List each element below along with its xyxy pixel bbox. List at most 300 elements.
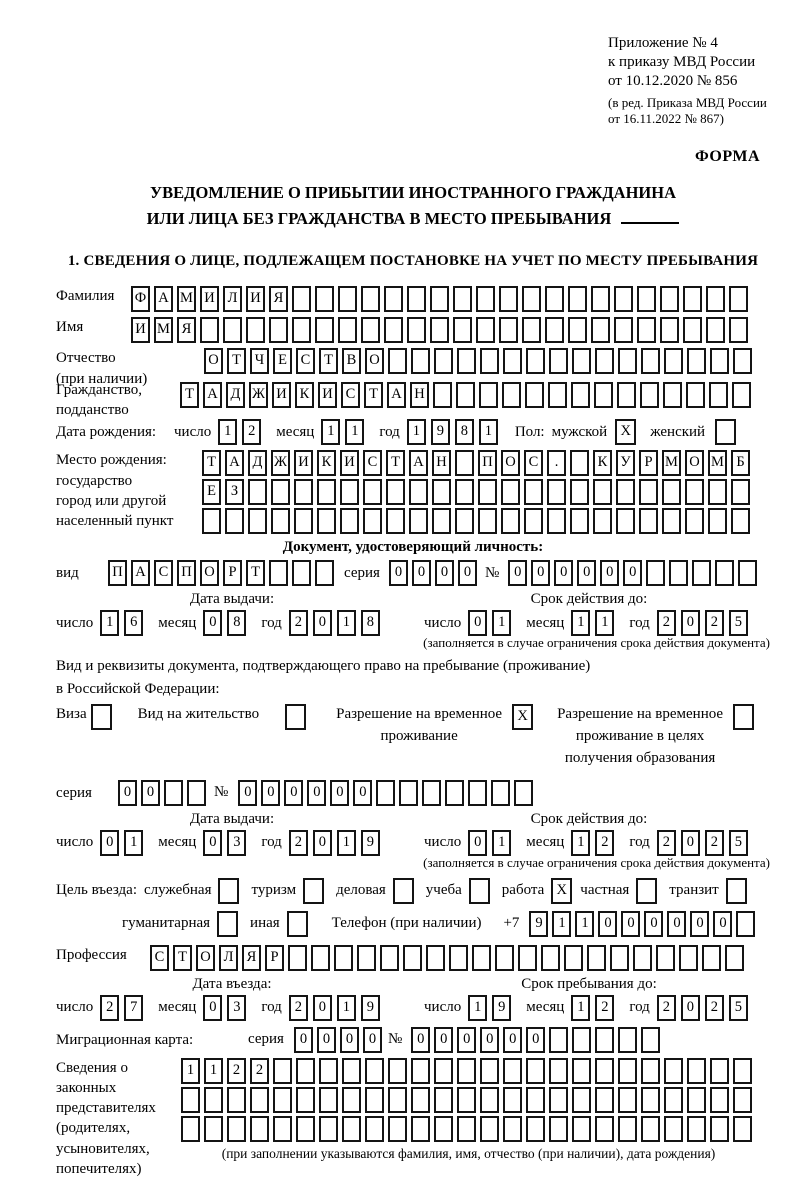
char-cell[interactable] — [248, 508, 267, 534]
char-cell[interactable] — [548, 382, 567, 408]
char-cell[interactable] — [434, 1116, 453, 1142]
char-cell[interactable] — [248, 479, 267, 505]
char-cell[interactable]: 0 — [434, 1027, 453, 1053]
char-cell[interactable]: Т — [364, 382, 383, 408]
char-cell[interactable] — [342, 1116, 361, 1142]
char-cell[interactable] — [499, 317, 518, 343]
char-cell[interactable] — [338, 317, 357, 343]
char-cell[interactable]: 6 — [124, 610, 143, 636]
char-cell[interactable]: О — [365, 348, 384, 374]
char-cell[interactable]: 1 — [492, 610, 511, 636]
char-cell[interactable] — [710, 348, 729, 374]
char-cell[interactable]: 0 — [238, 780, 257, 806]
char-cell[interactable] — [549, 348, 568, 374]
char-cell[interactable]: 0 — [203, 610, 222, 636]
char-cell[interactable]: Д — [226, 382, 245, 408]
char-cell[interactable]: 0 — [503, 1027, 522, 1053]
char-cell[interactable] — [549, 1058, 568, 1084]
char-cell[interactable]: 1 — [552, 911, 571, 937]
char-cell[interactable]: 1 — [407, 419, 426, 445]
char-cell[interactable] — [388, 348, 407, 374]
char-cell[interactable] — [710, 1087, 729, 1113]
char-cell[interactable]: Л — [223, 286, 242, 312]
purpose-humanitarian-checkbox[interactable] — [217, 911, 238, 937]
char-cell[interactable]: 0 — [457, 1027, 476, 1053]
char-cell[interactable]: 0 — [435, 560, 454, 586]
char-cell[interactable] — [491, 780, 510, 806]
char-cell[interactable] — [476, 317, 495, 343]
char-cell[interactable]: 0 — [577, 560, 596, 586]
purpose-business-checkbox[interactable] — [393, 878, 414, 904]
char-cell[interactable] — [273, 1087, 292, 1113]
char-cell[interactable] — [453, 286, 472, 312]
char-cell[interactable] — [411, 1116, 430, 1142]
char-cell[interactable] — [549, 1116, 568, 1142]
char-cell[interactable] — [618, 348, 637, 374]
char-cell[interactable] — [480, 348, 499, 374]
char-cell[interactable]: Ф — [131, 286, 150, 312]
char-cell[interactable] — [660, 286, 679, 312]
char-cell[interactable] — [572, 1116, 591, 1142]
char-cell[interactable]: 0 — [330, 780, 349, 806]
char-cell[interactable] — [706, 286, 725, 312]
char-cell[interactable] — [570, 479, 589, 505]
char-cell[interactable] — [432, 479, 451, 505]
char-cell[interactable]: 1 — [181, 1058, 200, 1084]
char-cell[interactable]: Д — [248, 450, 267, 476]
char-cell[interactable]: 0 — [690, 911, 709, 937]
char-cell[interactable] — [616, 508, 635, 534]
char-cell[interactable]: 9 — [361, 995, 380, 1021]
char-cell[interactable] — [455, 479, 474, 505]
char-cell[interactable]: 1 — [337, 995, 356, 1021]
char-cell[interactable]: 0 — [118, 780, 137, 806]
char-cell[interactable]: 0 — [203, 830, 222, 856]
char-cell[interactable] — [633, 945, 652, 971]
char-cell[interactable]: 0 — [261, 780, 280, 806]
char-cell[interactable] — [495, 945, 514, 971]
char-cell[interactable]: С — [363, 450, 382, 476]
char-cell[interactable]: 2 — [657, 830, 676, 856]
char-cell[interactable]: М — [662, 450, 681, 476]
char-cell[interactable] — [164, 780, 183, 806]
char-cell[interactable] — [731, 479, 750, 505]
char-cell[interactable]: 1 — [468, 995, 487, 1021]
char-cell[interactable]: 0 — [340, 1027, 359, 1053]
char-cell[interactable] — [733, 1058, 752, 1084]
char-cell[interactable] — [457, 1058, 476, 1084]
char-cell[interactable]: Е — [273, 348, 292, 374]
char-cell[interactable] — [478, 479, 497, 505]
char-cell[interactable] — [342, 1058, 361, 1084]
char-cell[interactable] — [618, 1087, 637, 1113]
char-cell[interactable]: О — [200, 560, 219, 586]
char-cell[interactable] — [227, 1087, 246, 1113]
char-cell[interactable] — [317, 479, 336, 505]
char-cell[interactable]: 1 — [218, 419, 237, 445]
char-cell[interactable]: Т — [202, 450, 221, 476]
char-cell[interactable] — [271, 479, 290, 505]
char-cell[interactable] — [706, 317, 725, 343]
char-cell[interactable]: 0 — [526, 1027, 545, 1053]
char-cell[interactable] — [269, 317, 288, 343]
char-cell[interactable] — [639, 508, 658, 534]
char-cell[interactable] — [480, 1087, 499, 1113]
char-cell[interactable] — [357, 945, 376, 971]
char-cell[interactable]: 8 — [455, 419, 474, 445]
char-cell[interactable]: 0 — [600, 560, 619, 586]
char-cell[interactable] — [411, 1058, 430, 1084]
char-cell[interactable]: 0 — [313, 610, 332, 636]
char-cell[interactable] — [434, 1087, 453, 1113]
char-cell[interactable] — [250, 1116, 269, 1142]
char-cell[interactable] — [687, 1087, 706, 1113]
char-cell[interactable] — [685, 508, 704, 534]
char-cell[interactable] — [664, 1058, 683, 1084]
char-cell[interactable] — [317, 508, 336, 534]
char-cell[interactable] — [736, 911, 755, 937]
char-cell[interactable] — [687, 1058, 706, 1084]
char-cell[interactable] — [342, 1087, 361, 1113]
char-cell[interactable] — [525, 382, 544, 408]
char-cell[interactable] — [376, 780, 395, 806]
char-cell[interactable]: Т — [319, 348, 338, 374]
char-cell[interactable]: 0 — [411, 1027, 430, 1053]
char-cell[interactable] — [729, 317, 748, 343]
char-cell[interactable] — [733, 348, 752, 374]
char-cell[interactable] — [640, 382, 659, 408]
char-cell[interactable] — [593, 479, 612, 505]
char-cell[interactable] — [679, 945, 698, 971]
char-cell[interactable] — [384, 317, 403, 343]
char-cell[interactable] — [572, 1058, 591, 1084]
char-cell[interactable]: 9 — [529, 911, 548, 937]
char-cell[interactable] — [514, 780, 533, 806]
char-cell[interactable]: 1 — [571, 995, 590, 1021]
char-cell[interactable] — [200, 317, 219, 343]
char-cell[interactable] — [637, 317, 656, 343]
char-cell[interactable] — [388, 1087, 407, 1113]
char-cell[interactable] — [526, 1116, 545, 1142]
char-cell[interactable] — [204, 1116, 223, 1142]
char-cell[interactable] — [479, 382, 498, 408]
char-cell[interactable] — [526, 348, 545, 374]
char-cell[interactable]: 2 — [289, 830, 308, 856]
char-cell[interactable] — [725, 945, 744, 971]
char-cell[interactable] — [646, 560, 665, 586]
char-cell[interactable]: Л — [219, 945, 238, 971]
char-cell[interactable] — [388, 1116, 407, 1142]
char-cell[interactable] — [455, 450, 474, 476]
temp-residence-education-checkbox[interactable] — [733, 704, 754, 730]
char-cell[interactable] — [476, 286, 495, 312]
char-cell[interactable]: 2 — [705, 830, 724, 856]
char-cell[interactable] — [273, 1116, 292, 1142]
char-cell[interactable]: 0 — [681, 995, 700, 1021]
char-cell[interactable]: М — [708, 450, 727, 476]
purpose-study-checkbox[interactable] — [469, 878, 490, 904]
char-cell[interactable] — [399, 780, 418, 806]
char-cell[interactable]: К — [317, 450, 336, 476]
char-cell[interactable] — [732, 382, 751, 408]
char-cell[interactable]: 0 — [621, 911, 640, 937]
char-cell[interactable]: А — [225, 450, 244, 476]
char-cell[interactable] — [594, 382, 613, 408]
purpose-private-checkbox[interactable] — [636, 878, 657, 904]
char-cell[interactable] — [292, 317, 311, 343]
char-cell[interactable] — [568, 286, 587, 312]
char-cell[interactable] — [708, 479, 727, 505]
char-cell[interactable] — [595, 1087, 614, 1113]
char-cell[interactable]: О — [196, 945, 215, 971]
char-cell[interactable] — [445, 780, 464, 806]
char-cell[interactable]: Ж — [271, 450, 290, 476]
char-cell[interactable] — [472, 945, 491, 971]
char-cell[interactable] — [669, 560, 688, 586]
char-cell[interactable] — [683, 286, 702, 312]
char-cell[interactable] — [315, 286, 334, 312]
char-cell[interactable]: 0 — [100, 830, 119, 856]
char-cell[interactable] — [319, 1087, 338, 1113]
char-cell[interactable] — [246, 317, 265, 343]
char-cell[interactable]: Р — [639, 450, 658, 476]
char-cell[interactable] — [570, 508, 589, 534]
char-cell[interactable] — [570, 450, 589, 476]
char-cell[interactable] — [457, 348, 476, 374]
char-cell[interactable]: П — [108, 560, 127, 586]
char-cell[interactable]: А — [154, 286, 173, 312]
sex-male-checkbox[interactable]: X — [615, 419, 636, 445]
char-cell[interactable]: 0 — [598, 911, 617, 937]
visa-checkbox[interactable] — [91, 704, 112, 730]
char-cell[interactable] — [409, 479, 428, 505]
char-cell[interactable] — [733, 1116, 752, 1142]
char-cell[interactable] — [271, 508, 290, 534]
char-cell[interactable] — [361, 286, 380, 312]
purpose-work-checkbox[interactable]: X — [551, 878, 572, 904]
char-cell[interactable] — [503, 348, 522, 374]
char-cell[interactable] — [202, 508, 221, 534]
char-cell[interactable] — [731, 508, 750, 534]
char-cell[interactable]: В — [342, 348, 361, 374]
char-cell[interactable] — [549, 1087, 568, 1113]
char-cell[interactable] — [434, 348, 453, 374]
char-cell[interactable]: 2 — [595, 830, 614, 856]
char-cell[interactable] — [478, 508, 497, 534]
char-cell[interactable] — [411, 1087, 430, 1113]
char-cell[interactable] — [388, 1058, 407, 1084]
char-cell[interactable]: П — [177, 560, 196, 586]
char-cell[interactable] — [365, 1116, 384, 1142]
purpose-transit-checkbox[interactable] — [726, 878, 747, 904]
char-cell[interactable]: 0 — [468, 610, 487, 636]
char-cell[interactable]: А — [387, 382, 406, 408]
char-cell[interactable] — [664, 1087, 683, 1113]
char-cell[interactable]: 3 — [227, 995, 246, 1021]
char-cell[interactable] — [311, 945, 330, 971]
char-cell[interactable]: О — [204, 348, 223, 374]
char-cell[interactable]: 0 — [141, 780, 160, 806]
char-cell[interactable] — [683, 317, 702, 343]
char-cell[interactable]: С — [524, 450, 543, 476]
char-cell[interactable]: М — [154, 317, 173, 343]
char-cell[interactable] — [380, 945, 399, 971]
char-cell[interactable]: 0 — [681, 610, 700, 636]
char-cell[interactable] — [273, 1058, 292, 1084]
purpose-tourism-checkbox[interactable] — [303, 878, 324, 904]
char-cell[interactable]: К — [295, 382, 314, 408]
char-cell[interactable]: 2 — [289, 610, 308, 636]
char-cell[interactable] — [641, 1087, 660, 1113]
char-cell[interactable]: А — [203, 382, 222, 408]
char-cell[interactable] — [250, 1087, 269, 1113]
char-cell[interactable] — [687, 1116, 706, 1142]
char-cell[interactable] — [614, 317, 633, 343]
char-cell[interactable] — [457, 1116, 476, 1142]
char-cell[interactable]: 0 — [313, 995, 332, 1021]
char-cell[interactable] — [641, 348, 660, 374]
char-cell[interactable] — [572, 1087, 591, 1113]
char-cell[interactable] — [618, 1058, 637, 1084]
char-cell[interactable] — [547, 479, 566, 505]
char-cell[interactable]: Я — [242, 945, 261, 971]
char-cell[interactable]: И — [294, 450, 313, 476]
char-cell[interactable] — [503, 1058, 522, 1084]
char-cell[interactable]: 0 — [353, 780, 372, 806]
char-cell[interactable] — [618, 1027, 637, 1053]
char-cell[interactable]: . — [547, 450, 566, 476]
char-cell[interactable] — [340, 508, 359, 534]
char-cell[interactable] — [591, 317, 610, 343]
char-cell[interactable] — [319, 1116, 338, 1142]
purpose-official-checkbox[interactable] — [218, 878, 239, 904]
char-cell[interactable] — [296, 1058, 315, 1084]
char-cell[interactable]: 0 — [623, 560, 642, 586]
char-cell[interactable]: Р — [223, 560, 242, 586]
char-cell[interactable] — [571, 382, 590, 408]
char-cell[interactable] — [269, 560, 288, 586]
char-cell[interactable] — [610, 945, 629, 971]
char-cell[interactable]: 0 — [644, 911, 663, 937]
char-cell[interactable] — [710, 1116, 729, 1142]
char-cell[interactable] — [294, 508, 313, 534]
char-cell[interactable] — [549, 1027, 568, 1053]
char-cell[interactable] — [430, 317, 449, 343]
char-cell[interactable]: И — [246, 286, 265, 312]
char-cell[interactable]: 0 — [681, 830, 700, 856]
char-cell[interactable] — [384, 286, 403, 312]
char-cell[interactable] — [432, 508, 451, 534]
char-cell[interactable]: 1 — [124, 830, 143, 856]
char-cell[interactable]: 1 — [479, 419, 498, 445]
char-cell[interactable] — [541, 945, 560, 971]
char-cell[interactable] — [708, 508, 727, 534]
char-cell[interactable]: 0 — [284, 780, 303, 806]
char-cell[interactable]: С — [154, 560, 173, 586]
char-cell[interactable]: 1 — [204, 1058, 223, 1084]
char-cell[interactable] — [501, 508, 520, 534]
char-cell[interactable] — [729, 286, 748, 312]
char-cell[interactable]: 0 — [203, 995, 222, 1021]
char-cell[interactable]: 2 — [100, 995, 119, 1021]
char-cell[interactable] — [545, 317, 564, 343]
char-cell[interactable] — [181, 1116, 200, 1142]
char-cell[interactable]: У — [616, 450, 635, 476]
char-cell[interactable]: 9 — [431, 419, 450, 445]
char-cell[interactable] — [587, 945, 606, 971]
char-cell[interactable]: С — [341, 382, 360, 408]
char-cell[interactable] — [292, 560, 311, 586]
char-cell[interactable]: П — [478, 450, 497, 476]
char-cell[interactable] — [572, 348, 591, 374]
char-cell[interactable] — [181, 1087, 200, 1113]
char-cell[interactable]: 2 — [705, 610, 724, 636]
char-cell[interactable]: 0 — [458, 560, 477, 586]
char-cell[interactable] — [687, 348, 706, 374]
char-cell[interactable]: Н — [410, 382, 429, 408]
char-cell[interactable] — [616, 479, 635, 505]
char-cell[interactable] — [618, 1116, 637, 1142]
char-cell[interactable] — [334, 945, 353, 971]
sex-female-checkbox[interactable] — [715, 419, 736, 445]
char-cell[interactable] — [709, 382, 728, 408]
char-cell[interactable] — [664, 348, 683, 374]
char-cell[interactable] — [288, 945, 307, 971]
char-cell[interactable]: 0 — [468, 830, 487, 856]
char-cell[interactable]: Я — [177, 317, 196, 343]
char-cell[interactable] — [662, 479, 681, 505]
char-cell[interactable] — [296, 1087, 315, 1113]
char-cell[interactable] — [641, 1116, 660, 1142]
char-cell[interactable]: 9 — [492, 995, 511, 1021]
char-cell[interactable]: 0 — [412, 560, 431, 586]
char-cell[interactable] — [294, 479, 313, 505]
char-cell[interactable] — [407, 317, 426, 343]
char-cell[interactable] — [710, 1058, 729, 1084]
char-cell[interactable]: 0 — [307, 780, 326, 806]
char-cell[interactable] — [503, 1116, 522, 1142]
char-cell[interactable] — [386, 508, 405, 534]
char-cell[interactable]: 7 — [124, 995, 143, 1021]
char-cell[interactable] — [595, 1058, 614, 1084]
char-cell[interactable]: 0 — [294, 1027, 313, 1053]
char-cell[interactable] — [386, 479, 405, 505]
char-cell[interactable]: С — [296, 348, 315, 374]
char-cell[interactable] — [656, 945, 675, 971]
char-cell[interactable]: Р — [265, 945, 284, 971]
char-cell[interactable]: Н — [432, 450, 451, 476]
char-cell[interactable]: 2 — [250, 1058, 269, 1084]
char-cell[interactable]: 0 — [554, 560, 573, 586]
char-cell[interactable]: 1 — [492, 830, 511, 856]
char-cell[interactable] — [522, 286, 541, 312]
char-cell[interactable]: И — [272, 382, 291, 408]
char-cell[interactable] — [639, 479, 658, 505]
char-cell[interactable] — [702, 945, 721, 971]
char-cell[interactable] — [738, 560, 757, 586]
char-cell[interactable] — [518, 945, 537, 971]
char-cell[interactable]: 2 — [242, 419, 261, 445]
char-cell[interactable] — [664, 1116, 683, 1142]
char-cell[interactable]: 8 — [361, 610, 380, 636]
char-cell[interactable] — [503, 1087, 522, 1113]
char-cell[interactable] — [315, 560, 334, 586]
char-cell[interactable]: 8 — [227, 610, 246, 636]
char-cell[interactable]: И — [318, 382, 337, 408]
char-cell[interactable]: М — [177, 286, 196, 312]
char-cell[interactable]: 1 — [575, 911, 594, 937]
char-cell[interactable]: 0 — [713, 911, 732, 937]
